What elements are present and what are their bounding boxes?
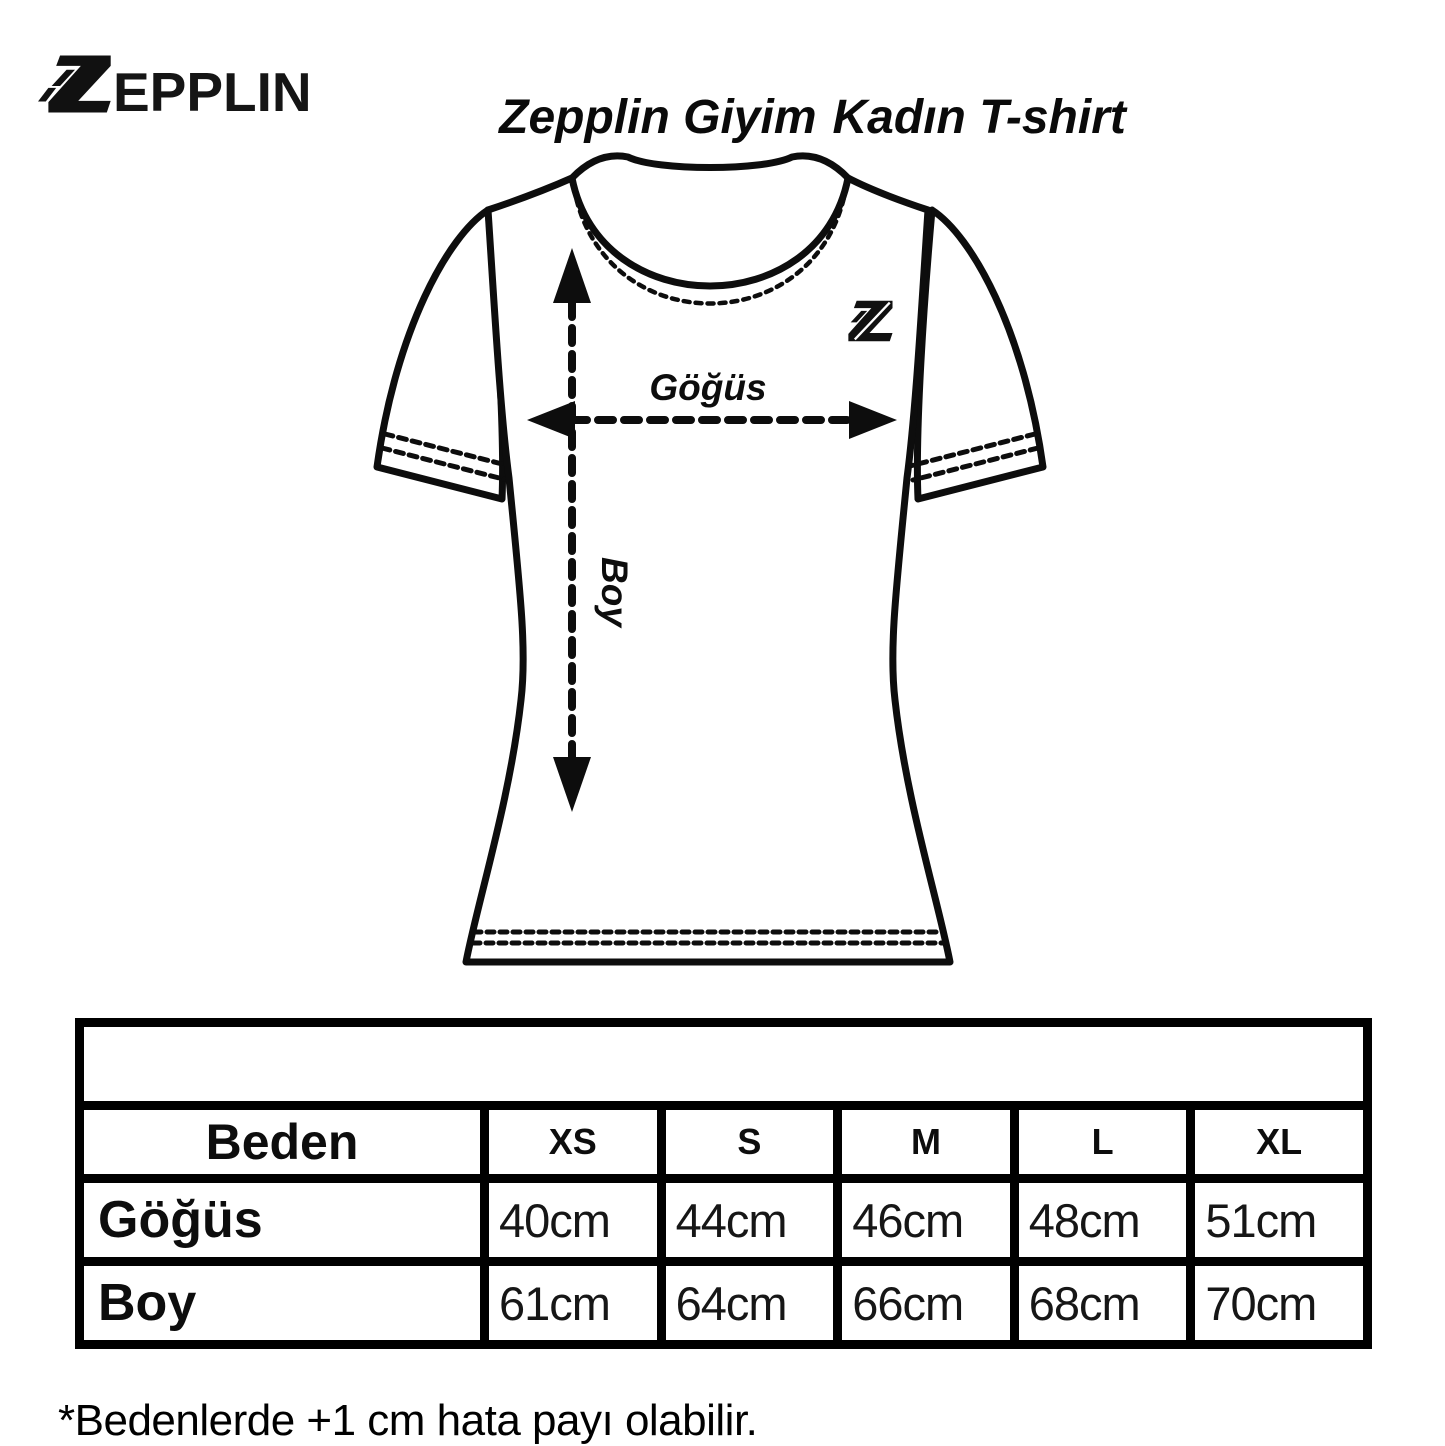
- row-label-length: Boy: [80, 1262, 485, 1345]
- table-row-chest: [80, 1179, 1368, 1262]
- table-row-length: [80, 1262, 1368, 1345]
- header-size-xs: XS: [485, 1106, 662, 1179]
- length-xl: 70cm: [1191, 1262, 1368, 1345]
- chest-xl: 51cm: [1191, 1179, 1368, 1262]
- header-size-m: M: [838, 1106, 1015, 1179]
- tolerance-footnote: *Bedenlerde +1 cm hata payı olabilir.: [58, 1396, 758, 1445]
- left-sleeve: [377, 210, 503, 499]
- length-m: 66cm: [838, 1262, 1015, 1345]
- table-title-row: [80, 1023, 1368, 1106]
- tshirt-body: [466, 156, 950, 962]
- length-l: 68cm: [1014, 1262, 1191, 1345]
- header-size-s: S: [661, 1106, 838, 1179]
- length-measure-label: Boy: [594, 557, 635, 627]
- brand-logo-text: EPPLIN: [113, 61, 312, 123]
- table-title: Beden Tablosu: [80, 1023, 1368, 1106]
- chest-l: 48cm: [1014, 1179, 1191, 1262]
- beden-table: [75, 1018, 1372, 1349]
- chest-m: 46cm: [838, 1179, 1015, 1262]
- table-header-row: [80, 1106, 1368, 1179]
- header-size-l: L: [1014, 1106, 1191, 1179]
- size-table: [75, 1018, 1372, 1349]
- chest-s: 44cm: [661, 1179, 838, 1262]
- right-sleeve: [917, 210, 1043, 499]
- chest-measure-label: Göğüs: [649, 367, 767, 408]
- row-label-chest: Göğüs: [80, 1179, 485, 1262]
- title-product-type: Kadın T-shirt: [832, 91, 1126, 145]
- header-beden: Beden: [80, 1106, 485, 1179]
- title-product-line: Zepplin Giyim: [499, 91, 817, 145]
- length-s: 64cm: [661, 1262, 838, 1345]
- chest-xs: 40cm: [485, 1179, 662, 1262]
- header-size-xl: XL: [1191, 1106, 1368, 1179]
- length-xs: 61cm: [485, 1262, 662, 1345]
